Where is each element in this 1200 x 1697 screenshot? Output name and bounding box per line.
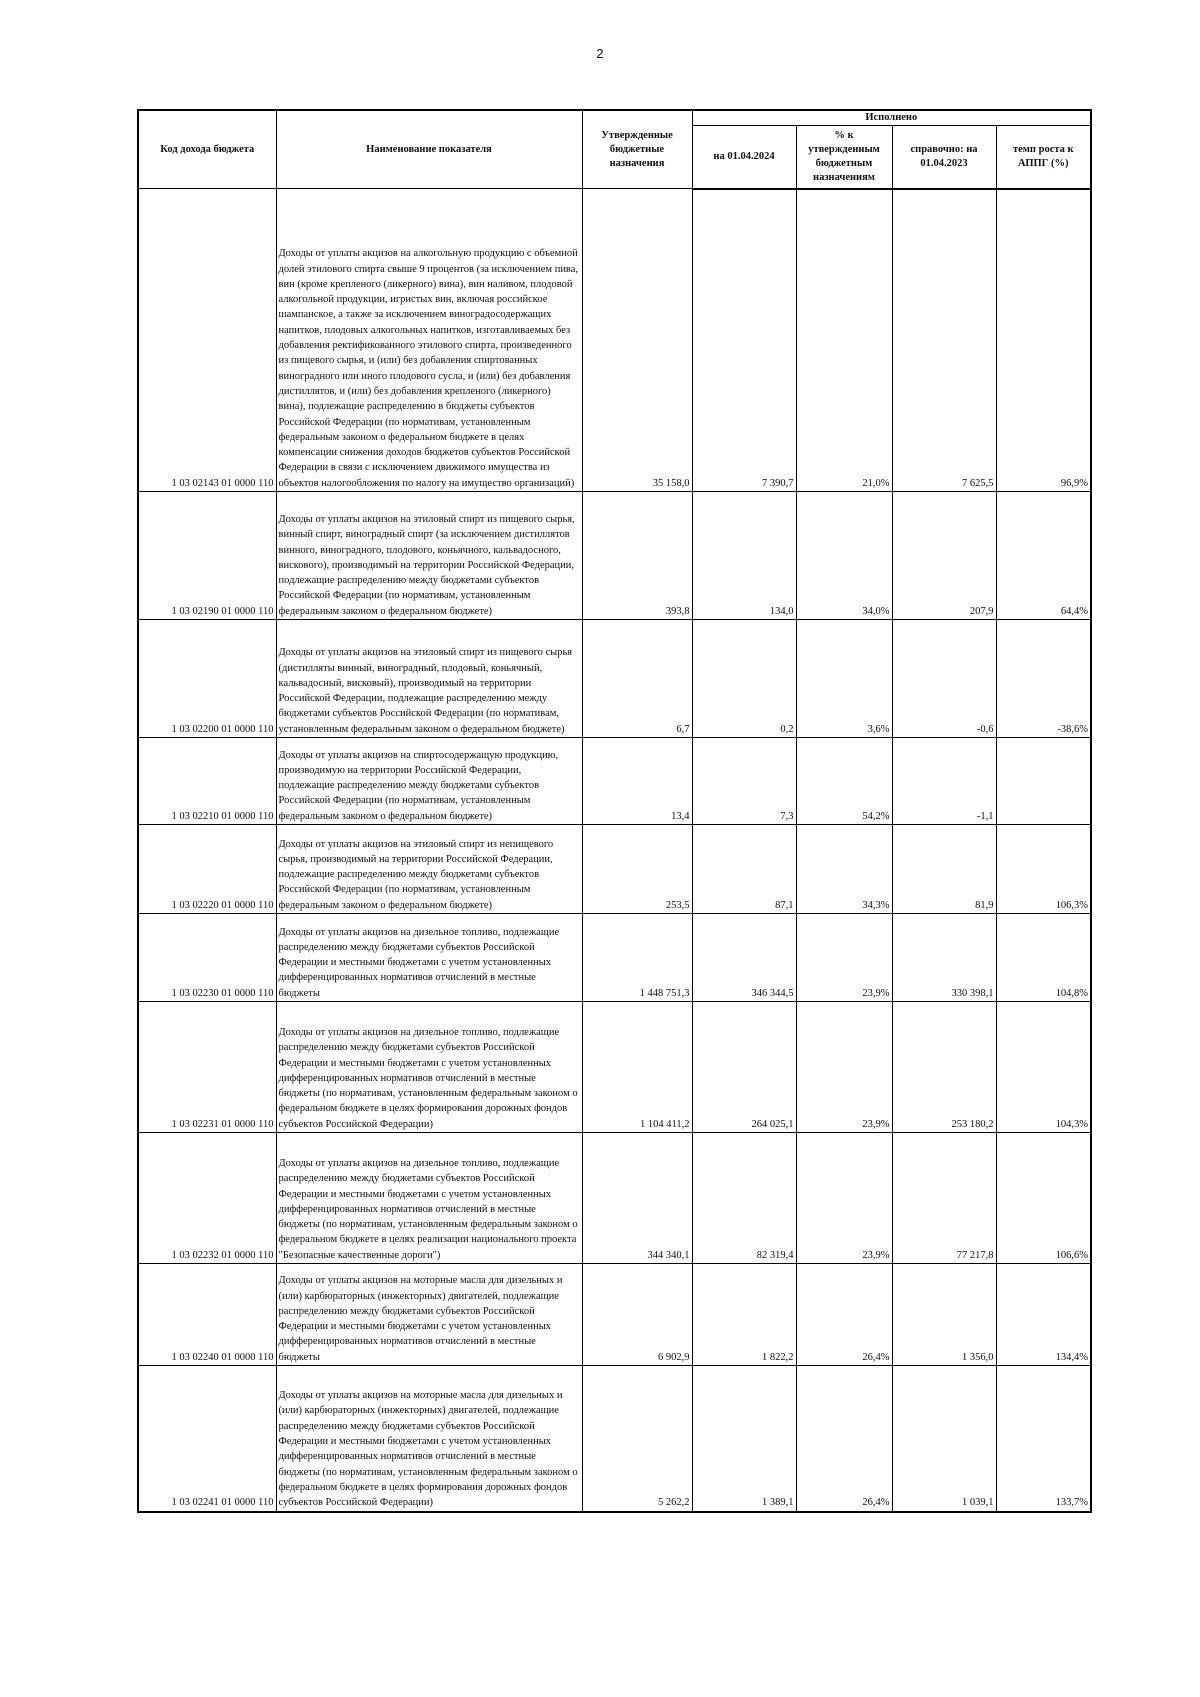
executed-amount: 346 344,5 — [692, 914, 796, 1002]
growth-rate: 133,7% — [996, 1366, 1091, 1512]
reference-amount: -0,6 — [892, 620, 996, 738]
executed-amount: 1 389,1 — [692, 1366, 796, 1512]
table-row — [138, 492, 1091, 620]
percent-of-approved: 23,9% — [796, 1133, 892, 1264]
executed-amount: 134,0 — [692, 492, 796, 620]
growth-rate: 106,3% — [996, 825, 1091, 914]
executed-amount: 87,1 — [692, 825, 796, 914]
table-row — [138, 825, 1091, 914]
approved-amount: 13,4 — [582, 738, 692, 825]
executed-amount: 7 390,7 — [692, 189, 796, 492]
budget-code: 1 03 02232 01 0000 110 — [138, 1133, 276, 1264]
approved-amount: 35 158,0 — [582, 189, 692, 492]
header-executed-group: Исполнено — [692, 110, 1091, 126]
budget-code: 1 03 02190 01 0000 110 — [138, 492, 276, 620]
executed-amount: 82 319,4 — [692, 1133, 796, 1264]
approved-amount: 6 902,9 — [582, 1264, 692, 1366]
indicator-name: Доходы от уплаты акцизов на дизельное топливо, подлежащие распределению между бюджетами субъектов Российской Федерации и местными бюджетами с учетом установленных дифференцированных нормативов отчислений в местные бюджеты (по нормативам, установленным федеральным законом о федеральном бюджете в целях формирования дорожных фондов субъектов Российской Федерации) — [276, 1002, 582, 1133]
growth-rate: 134,4% — [996, 1264, 1091, 1366]
budget-code: 1 03 02210 01 0000 110 — [138, 738, 276, 825]
percent-of-approved: 34,0% — [796, 492, 892, 620]
percent-of-approved: 26,4% — [796, 1366, 892, 1512]
growth-rate — [996, 738, 1091, 825]
header-reference: справочно: на 01.04.2023 — [892, 126, 996, 189]
approved-amount: 6,7 — [582, 620, 692, 738]
growth-rate: 104,3% — [996, 1002, 1091, 1133]
header-code: Код дохода бюджета — [138, 110, 276, 189]
indicator-name: Доходы от уплаты акцизов на этиловый спирт из непищевого сырья, производимый на территории Российской Федерации, подлежащие распределению между бюджетами субъектов Российской Федерации (по нормативам, установленным федеральным законом о федеральном бюджете) — [276, 825, 582, 914]
budget-code: 1 03 02231 01 0000 110 — [138, 1002, 276, 1133]
table-row — [138, 1002, 1091, 1133]
growth-rate: 106,6% — [996, 1133, 1091, 1264]
table-row — [138, 1133, 1091, 1264]
reference-amount: 330 398,1 — [892, 914, 996, 1002]
table-row — [138, 914, 1091, 1002]
reference-amount: 1 039,1 — [892, 1366, 996, 1512]
table-row — [138, 189, 1091, 492]
reference-amount: 1 356,0 — [892, 1264, 996, 1366]
percent-of-approved: 23,9% — [796, 1002, 892, 1133]
growth-rate: 64,4% — [996, 492, 1091, 620]
revenue-table — [137, 109, 1092, 1513]
percent-of-approved: 54,2% — [796, 738, 892, 825]
approved-amount: 1 448 751,3 — [582, 914, 692, 1002]
budget-code: 1 03 02220 01 0000 110 — [138, 825, 276, 914]
executed-amount: 1 822,2 — [692, 1264, 796, 1366]
header-growth-rate: темп роста к АППГ (%) — [996, 126, 1091, 189]
reference-amount: -1,1 — [892, 738, 996, 825]
approved-amount: 1 104 411,2 — [582, 1002, 692, 1133]
indicator-name: Доходы от уплаты акцизов на дизельное топливо, подлежащие распределению между бюджетами субъектов Российской Федерации и местными бюджетами с учетом установленных дифференцированных нормативов отчислений в местные бюджеты — [276, 914, 582, 1002]
budget-code: 1 03 02240 01 0000 110 — [138, 1264, 276, 1366]
indicator-name: Доходы от уплаты акцизов на этиловый спирт из пищевого сырья, винный спирт, виноградный спирт (за исключением дистиллятов винного, виноградного, плодового, коньячного, кальвадосного, вискового), производимый на территории Российской Федерации, подлежащие распределению между бюджетами субъектов Российской Федерации (по нормативам, установленным федеральным законом о федеральном бюджете) — [276, 492, 582, 620]
executed-amount: 0,2 — [692, 620, 796, 738]
percent-of-approved: 23,9% — [796, 914, 892, 1002]
approved-amount: 253,5 — [582, 825, 692, 914]
reference-amount: 77 217,8 — [892, 1133, 996, 1264]
indicator-name: Доходы от уплаты акцизов на алкогольную продукцию с объемной долей этилового спирта свыше 9 процентов (за исключением пива, вин (кроме крепленого (ликерного) вина), вин наливом, плодовой алкогольной продукции, игристых вин, включая российское шампанское, а также за исключением виноградосодержащих напитков, плодовых алкогольных напитков, изготавливаемых без добавления ректификованного этилового спирта, произведенного из пищевого сырья, и (или) без добавления спиртованных виноградного или иного плодового сусла, и (или) без добавления дистиллятов, и (или) без добавления крепленого (ликерного) вина), подлежащие распределению в бюджеты субъектов Российской Федерации (по нормативам, установленным федеральным законом о федеральном бюджете в целях компенсации снижения доходов бюджетов субъектов Российской Федерации в связи с исключением движимого имущества из объектов налогообложения по налогу на имущество организаций) — [276, 189, 582, 492]
reference-amount: 253 180,2 — [892, 1002, 996, 1133]
page-number: 2 — [596, 46, 604, 61]
approved-amount: 344 340,1 — [582, 1133, 692, 1264]
indicator-name: Доходы от уплаты акцизов на дизельное топливо, подлежащие распределению между бюджетами субъектов Российской Федерации и местными бюджетами с учетом установленных дифференцированных нормативов отчислений в местные бюджеты (по нормативам, установленным федеральным законом о федеральном бюджете в целях реализации национального проекта "Безопасные качественные дороги") — [276, 1133, 582, 1264]
indicator-name: Доходы от уплаты акцизов на моторные масла для дизельных и (или) карбюраторных (инжекторных) двигателей, подлежащие распределению между бюджетами субъектов Российской Федерации и местными бюджетами с учетом установленных дифференцированных нормативов отчислений в местные бюджеты — [276, 1264, 582, 1366]
approved-amount: 5 262,2 — [582, 1366, 692, 1512]
growth-rate: 104,8% — [996, 914, 1091, 1002]
indicator-name: Доходы от уплаты акцизов на спиртосодержащую продукцию, производимую на территории Российской Федерации, подлежащие распределению между бюджетами субъектов Российской Федерации (по нормативам, установленным федеральным законом о федеральном бюджете) — [276, 738, 582, 825]
table-row — [138, 1264, 1091, 1366]
executed-amount: 7,3 — [692, 738, 796, 825]
header-approved: Утвержденные бюджетные назначения — [582, 110, 692, 189]
reference-amount: 81,9 — [892, 825, 996, 914]
growth-rate: -38,6% — [996, 620, 1091, 738]
reference-amount: 7 625,5 — [892, 189, 996, 492]
approved-amount: 393,8 — [582, 492, 692, 620]
growth-rate: 96,9% — [996, 189, 1091, 492]
header-percent-approved: % к утвержденным бюджетным назначениям — [796, 126, 892, 189]
reference-amount: 207,9 — [892, 492, 996, 620]
header-on-date: на 01.04.2024 — [692, 126, 796, 189]
indicator-name: Доходы от уплаты акцизов на моторные масла для дизельных и (или) карбюраторных (инжекторных) двигателей, подлежащие распределению между бюджетами субъектов Российской Федерации и местными бюджетами с учетом установленных дифференцированных нормативов отчислений в местные бюджеты (по нормативам, установленным федеральным законом о федеральном бюджете в целях формирования дорожных фондов субъектов Российской Федерации) — [276, 1366, 582, 1512]
budget-code: 1 03 02143 01 0000 110 — [138, 189, 276, 492]
table-row — [138, 620, 1091, 738]
percent-of-approved: 3,6% — [796, 620, 892, 738]
percent-of-approved: 26,4% — [796, 1264, 892, 1366]
header-name: Наименование показателя — [276, 110, 582, 189]
indicator-name: Доходы от уплаты акцизов на этиловый спирт из пищевого сырья (дистилляты винный, виноградный, плодовый, коньячный, кальвадосный, висковый), производимый на территории Российской Федерации, подлежащие распределению между бюджетами субъектов Российской Федерации (по нормативам, установленным федеральным законом о федеральном бюджете) — [276, 620, 582, 738]
table-row — [138, 1366, 1091, 1512]
budget-code: 1 03 02200 01 0000 110 — [138, 620, 276, 738]
budget-code: 1 03 02241 01 0000 110 — [138, 1366, 276, 1512]
budget-code: 1 03 02230 01 0000 110 — [138, 914, 276, 1002]
table-row — [138, 738, 1091, 825]
executed-amount: 264 025,1 — [692, 1002, 796, 1133]
percent-of-approved: 34,3% — [796, 825, 892, 914]
percent-of-approved: 21,0% — [796, 189, 892, 492]
